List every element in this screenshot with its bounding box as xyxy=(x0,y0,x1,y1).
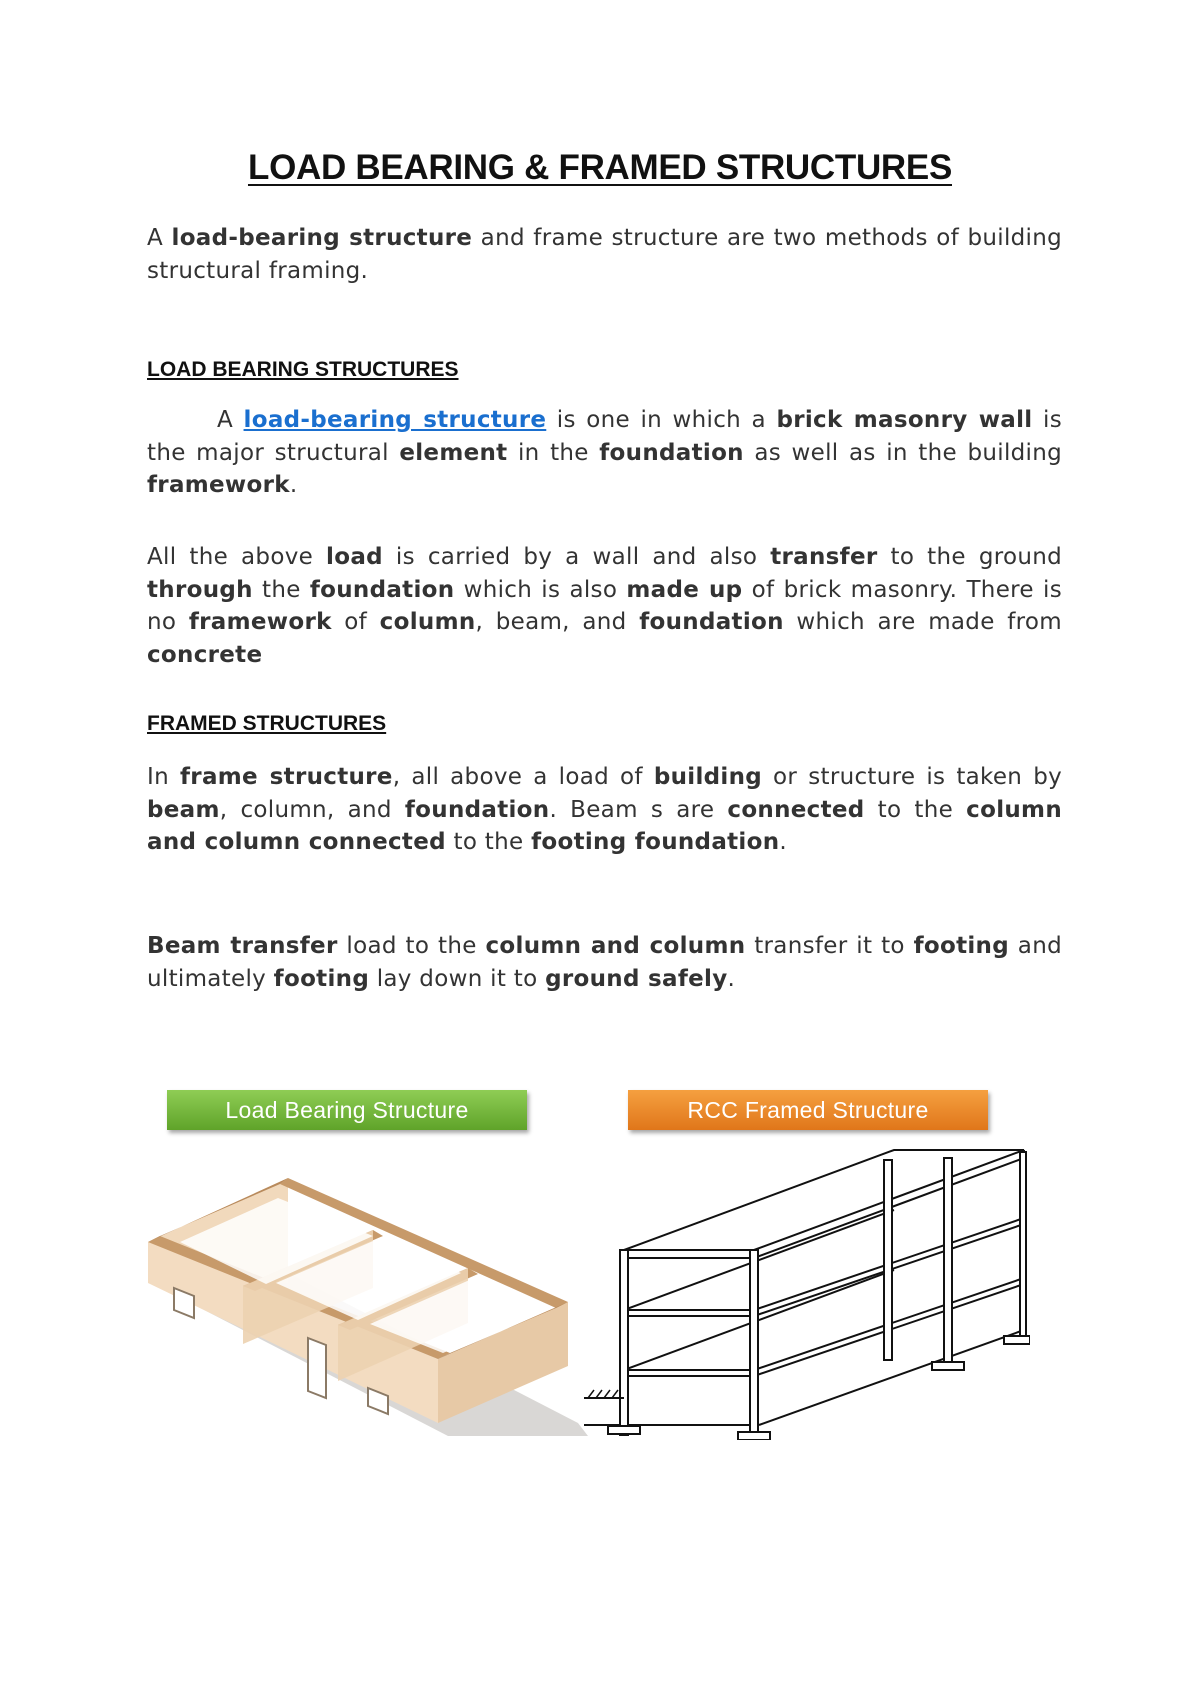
bold-term: frame structure xyxy=(180,764,393,790)
text-run: . Beam s are xyxy=(549,796,728,823)
bold-term: load-bearing structure xyxy=(171,225,473,251)
bold-term: column and column xyxy=(485,933,746,959)
text-run: A xyxy=(217,407,244,433)
footing xyxy=(738,1432,770,1440)
footing xyxy=(1004,1336,1030,1344)
bold-term: footing foundation xyxy=(531,829,780,855)
bold-term: framework xyxy=(188,609,332,635)
text-run: , beam, and xyxy=(475,609,640,635)
bold-term: footing xyxy=(913,933,1009,959)
bold-term: transfer xyxy=(770,544,878,570)
text-run: or structure is taken by xyxy=(762,764,1062,790)
text-run: to the ground xyxy=(877,544,1062,570)
column xyxy=(944,1158,952,1368)
load-bearing-paragraph-2 xyxy=(147,541,1062,671)
text-run: which are made from xyxy=(783,609,1062,635)
text-run: and ultimately xyxy=(147,933,1062,992)
bold-term: element xyxy=(399,439,508,466)
text-run: which is also xyxy=(454,576,627,603)
text-run: . xyxy=(727,965,736,992)
text-run: is carried by a wall and also xyxy=(382,544,771,570)
bold-term: ground safely xyxy=(545,965,728,992)
text-run: In xyxy=(147,764,180,790)
bold-term: framework xyxy=(147,472,290,498)
framed-paragraph-2 xyxy=(147,930,1062,995)
text-run: as well as in the building xyxy=(743,439,1062,466)
text-run: All the above xyxy=(147,544,327,570)
text-run: load to the xyxy=(337,933,486,959)
bold-term: beam xyxy=(147,796,220,823)
text-run: , column, and xyxy=(219,796,405,823)
column xyxy=(884,1160,892,1360)
load-bearing-structure-illustration xyxy=(148,1138,588,1438)
bold-term: foundation xyxy=(639,609,784,635)
section-heading-load-bearing: LOAD BEARING STRUCTURES xyxy=(147,358,459,381)
load-bearing-figure-label: Load Bearing Structure xyxy=(167,1090,527,1130)
column xyxy=(1020,1152,1026,1342)
text-run: in the xyxy=(507,439,600,466)
bold-term: column and column connected xyxy=(147,796,1062,855)
text-run: A xyxy=(147,225,172,251)
text-run: lay down it to xyxy=(369,965,546,992)
bold-term: connected xyxy=(727,796,865,823)
bold-term: column xyxy=(379,609,476,635)
rcc-framed-structure-illustration xyxy=(584,1140,1030,1440)
text-run: the xyxy=(252,576,310,603)
bold-term: foundation xyxy=(404,796,550,823)
text-run: is one in which a xyxy=(546,407,777,433)
text-run: transfer it to xyxy=(745,933,914,959)
text-run: to the xyxy=(445,829,532,855)
text-run: to the xyxy=(864,796,967,823)
page-title: LOAD BEARING & FRAMED STRUCTURES xyxy=(247,148,952,187)
rcc-framed-figure-label: RCC Framed Structure xyxy=(628,1090,988,1130)
load-bearing-paragraph-1 xyxy=(147,404,1062,502)
ground-hatch xyxy=(588,1390,618,1398)
footing xyxy=(932,1362,964,1370)
text-run: of brick masonry. There is no xyxy=(147,576,1062,635)
column xyxy=(750,1250,758,1440)
intro-paragraph xyxy=(147,222,1062,287)
footing xyxy=(608,1426,640,1434)
door-front xyxy=(308,1338,326,1398)
text-run: of xyxy=(331,609,380,635)
bold-term: foundation xyxy=(309,576,455,603)
bold-term: made up xyxy=(626,576,743,603)
bold-term: brick masonry wall xyxy=(776,407,1033,433)
bold-term: Beam transfer xyxy=(147,933,338,959)
bold-term: footing xyxy=(273,965,370,992)
text-run: and frame structure are two methods of building structural framing. xyxy=(147,225,1062,284)
bold-term: foundation xyxy=(599,439,744,466)
bold-term: through xyxy=(147,576,253,603)
section-heading-framed: FRAMED STRUCTURES xyxy=(147,712,387,735)
bold-term: building xyxy=(653,764,763,790)
text-run: is the major structural xyxy=(147,407,1062,466)
framed-paragraph-1 xyxy=(147,761,1062,859)
text-run: . xyxy=(289,472,298,498)
text-run: , all above a load of xyxy=(392,764,654,790)
bold-term: concrete xyxy=(147,641,263,668)
bold-term: load xyxy=(326,544,383,570)
column xyxy=(620,1250,628,1435)
text-run: . xyxy=(779,829,788,855)
load-bearing-structure-link[interactable]: load-bearing structure xyxy=(243,407,547,433)
